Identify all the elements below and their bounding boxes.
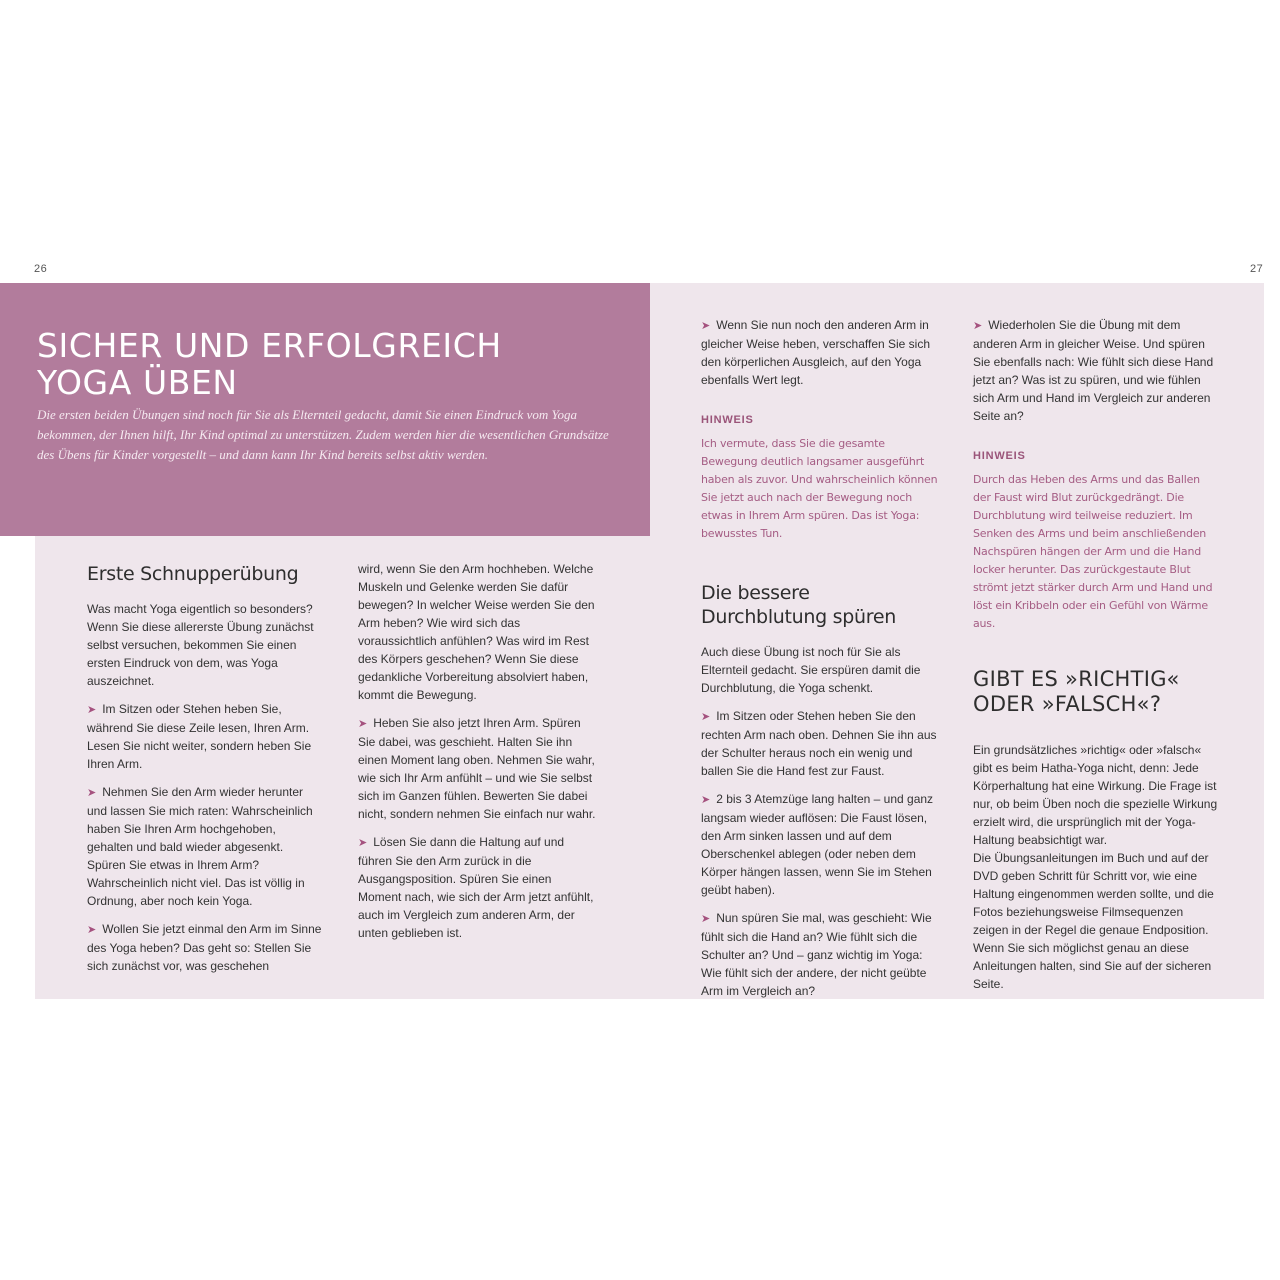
hint-heading: HINWEIS bbox=[973, 450, 1026, 462]
arrow-bullet-icon: ➤ bbox=[87, 704, 97, 716]
bullet-item bbox=[701, 790, 939, 899]
hint-heading: HINWEIS bbox=[701, 414, 754, 426]
bullet-item bbox=[701, 707, 939, 780]
hint-text: Durch das Heben des Arms und das Ballen der Faust wird Blut zurückgedrängt. Die Durchblutung wird teilweise reduziert. Im Senken des Arms und beim anschließenden Nachspüren hängen der Arm und die Hand locker herunter. Das zurückgestaute Blut strömt jetzt stärker durch Arm und Hand und löst ein Kribbeln oder ein Gefühl von Wärme aus. bbox=[973, 473, 1213, 630]
title-line-2: YOGA ÜBEN bbox=[37, 363, 238, 402]
arrow-bullet-icon: ➤ bbox=[701, 913, 711, 925]
bullet-item bbox=[87, 920, 323, 975]
intro-text: Die ersten beiden Übungen sind noch für Sie als Elternteil gedacht, damit Sie einen Eindruck vom Yoga bekommen, der Ihnen hilft, Ihr Kind optimal zu unterstützen. Zudem werden hier die wesentlichen Grundsätze des Übens für Kinder vorgestellt – und dann kann Ihr Kind bereits selbst aktiv werden. bbox=[37, 407, 609, 462]
title-line-1: SICHER UND ERFOLGREICH bbox=[37, 326, 502, 365]
page-number-left: 26 bbox=[34, 263, 48, 275]
arrow-bullet-icon: ➤ bbox=[701, 320, 711, 332]
section-heading-durchblutung: Die bessere Durchblutung spüren bbox=[701, 582, 896, 628]
arrow-bullet-icon: ➤ bbox=[358, 718, 368, 730]
paragraph: Ein grundsätzliches »richtig« oder »falsch« gibt es beim Hatha-Yoga nicht, denn: Jede Körperhaltung hat eine Wirkung. Die Frage ist nur, ob beim Üben noch die spezielle Wirkung erzielt wird, die ursprünglich mit der Yoga-Haltung beabsichtigt war. bbox=[973, 743, 1218, 847]
bullet-text: Lösen Sie dann die Haltung auf und führen Sie den Arm zurück in die Ausgangsposition. Spüren Sie einen Moment nach, wie sich der Arm jetzt anfühlt, auch im Vergleich zum anderen Arm, der unten geblieben ist. bbox=[358, 835, 594, 940]
page-number-right: 27 bbox=[1250, 263, 1264, 275]
arrow-bullet-icon: ➤ bbox=[87, 924, 97, 936]
bullet-text: Wenn Sie nun noch den anderen Arm in gleicher Weise heben, verschaffen Sie sich den körperlichen Ausgleich, auf den Yoga ebenfalls Wert legt. bbox=[701, 318, 931, 387]
arrow-bullet-icon: ➤ bbox=[701, 794, 711, 806]
column-3 bbox=[701, 316, 939, 1010]
arrow-bullet-icon: ➤ bbox=[701, 711, 711, 723]
arrow-bullet-icon: ➤ bbox=[358, 837, 368, 849]
bullet-item bbox=[973, 316, 1218, 425]
page-title bbox=[37, 327, 610, 401]
bullet-text: Im Sitzen oder Stehen heben Sie, während Sie diese Zeile lesen, Ihren Arm. Lesen Sie nicht weiter, sondern heben Sie Ihren Arm. bbox=[87, 702, 312, 771]
bullet-text: Nun spüren Sie mal, was geschieht: Wie fühlt sich die Hand an? Wie fühlt sich die Schulter an? Und – ganz wichtig im Yoga: Wie fühlt sich der andere, der nicht geübte Arm im Vergleich an? bbox=[701, 911, 932, 998]
hint-text: Ich vermute, dass Sie die gesamte Bewegung deutlich langsamer ausgeführt haben als zuvor. Und wahrscheinlich können Sie jetzt auch nach der Bewegung noch etwas in Ihrem Arm spüren. Das ist Yoga: bewusstes Tun. bbox=[701, 437, 938, 540]
paragraph: Was macht Yoga eigentlich so besonders? Wenn Sie diese allererste Übung zunächst selbst versuchen, bekommen Sie einen ersten Eindruck von dem, was Yoga auszeichnet. bbox=[87, 602, 314, 688]
paragraph: wird, wenn Sie den Arm hochheben. Welche Muskeln und Gelenke werden Sie dafür bewegen? In welcher Weise werden Sie den Arm heben? Wie wird sich das voraussichtlich anfühlen? Was wird im Rest des Körpers geschehen? Wenn Sie diese gedankliche Vorbereitung absolviert haben, kommt die Bewegung. bbox=[358, 562, 595, 702]
bullet-text: Im Sitzen oder Stehen heben Sie den rechten Arm nach oben. Dehnen Sie ihn aus der Schulter heraus noch ein wenig und ballen Sie die Hand fest zur Faust. bbox=[701, 709, 937, 778]
bullet-item bbox=[358, 714, 598, 823]
bullet-text: Wiederholen Sie die Übung mit dem anderen Arm in gleicher Weise. Und spüren Sie ebenfalls nach: Wie fühlt sich diese Hand jetzt an? Was ist zu spüren, und wie fühlen sich Arm und Hand im Vergleich zur anderen Seite an? bbox=[973, 318, 1214, 423]
bullet-item bbox=[701, 316, 939, 389]
arrow-bullet-icon: ➤ bbox=[973, 320, 983, 332]
bullet-text: Wollen Sie jetzt einmal den Arm im Sinne des Yoga heben? Das geht so: Stellen Sie sich zunächst vor, was geschehen bbox=[87, 922, 322, 973]
column-4 bbox=[973, 316, 1218, 1003]
bullet-item bbox=[701, 909, 939, 1000]
bullet-item bbox=[358, 833, 598, 942]
bullet-text: Nehmen Sie den Arm wieder herunter und lassen Sie mich raten: Wahrscheinlich haben Sie Ihren Arm hochgehoben, gehalten und bald wieder abgesenkt. Spüren Sie etwas in Ihrem Arm? Wahrscheinlich nicht viel. Das ist völlig in Ordnung, aber noch kein Yoga. bbox=[87, 785, 313, 908]
section-heading-schnupper: Erste Schnupperübung bbox=[87, 563, 299, 585]
column-2 bbox=[358, 560, 598, 952]
paragraph: Die Übungsanleitungen im Buch und auf der DVD geben Schritt für Schritt vor, wie eine Haltung eingenommen werden sollte, und die Fotos beziehungsweise Filmsequenzen zeigen in der Regel die genaue Endposition. Wenn Sie sich möglichst genau an diese Anleitungen halten, sind Sie auf der sicheren Seite. bbox=[973, 851, 1214, 991]
bullet-item bbox=[87, 783, 323, 910]
column-1 bbox=[87, 562, 323, 985]
bullet-item bbox=[87, 700, 323, 773]
paragraph: Auch diese Übung ist noch für Sie als Elternteil gedacht. Sie erspüren damit die Durchblutung, die Yoga schenkt. bbox=[701, 645, 921, 695]
section-heading-richtig-falsch: GIBT ES »RICHTIG« ODER »FALSCH«? bbox=[973, 667, 1180, 716]
arrow-bullet-icon: ➤ bbox=[87, 787, 97, 799]
bullet-text: 2 bis 3 Atemzüge lang halten – und ganz langsam wieder auflösen: Die Faust lösen, den Arm sinken lassen und auf dem Oberschenkel ablegen (oder neben dem Körper hängen lassen, wenn Sie im Stehen geübt haben). bbox=[701, 792, 934, 897]
title-box bbox=[0, 283, 650, 536]
bullet-text: Heben Sie also jetzt Ihren Arm. Spüren Sie dabei, was geschieht. Halten Sie ihn einen Moment lang oben. Nehmen Sie wahr, wie sich Ihr Arm anfühlt – und wie Sie selbst sich im Ganzen fühlen. Bewerten Sie dabei nicht, sondern nehmen Sie einfach nur wahr. bbox=[358, 716, 596, 821]
